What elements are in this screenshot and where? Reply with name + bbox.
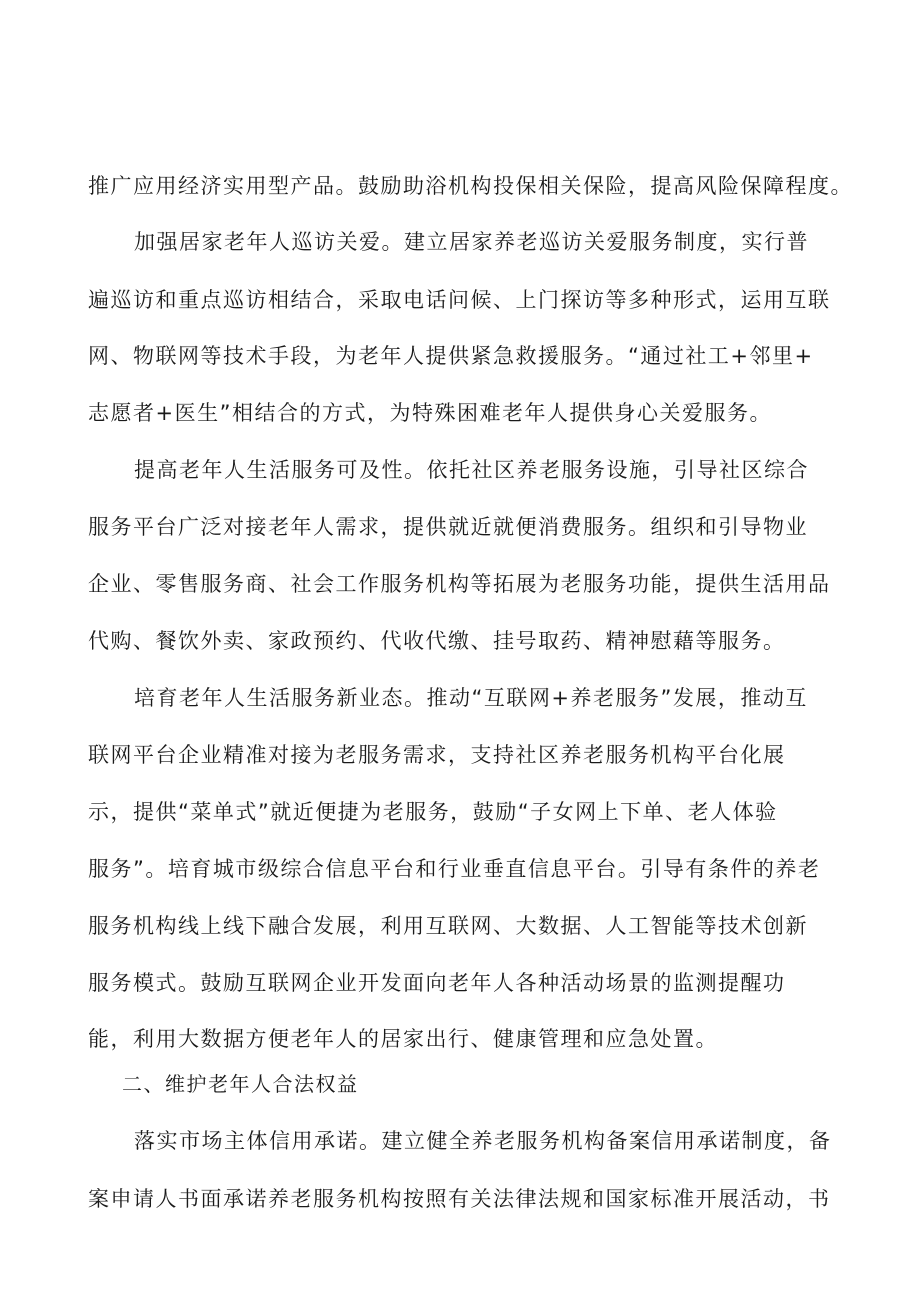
text-line: 网、物联网等技术手段，为老年人提供紧急救援服务。“通过社工+邻里+ (88, 344, 814, 368)
text-line: 服务”。培育城市级综合信息平台和行业垂直信息平台。引导有条件的养老 (88, 857, 821, 881)
text-line: 服务平台广泛对接老年人需求，提供就近就便消费服务。组织和引导物业 (88, 515, 808, 539)
text-line: 服务模式。鼓励互联网企业开发面向老年人各种活动场景的监测提醒功 (88, 971, 786, 995)
text-line: 服务机构线上线下融合发展，利用互联网、大数据、人工智能等技术创新 (88, 914, 808, 938)
text-line: 推广应用经济实用型产品。鼓励助浴机构投保相关保险，提高风险保障程度。 (88, 174, 853, 198)
text-line: 志愿者+医生”相结合的方式，为特殊困难老年人提供身心关爱服务。 (88, 401, 772, 425)
paragraph-first-line: 培育老年人生活服务新业态。推动“互联网+养老服务”发展，推动互 (134, 686, 808, 710)
paragraph-first-line: 提高老年人生活服务可及性。依托社区养老服务设施，引导社区综合 (134, 458, 809, 482)
text-line: 能，利用大数据方便老年人的居家出行、健康管理和应急处置。 (88, 1027, 718, 1051)
paragraph-first-line: 落实市场主体信用承诺。建立健全养老服务机构备案信用承诺制度，备 (134, 1129, 832, 1153)
section-heading: 二、维护老年人合法权益 (122, 1072, 359, 1096)
text-line: 联网平台企业精准对接为老服务需求，支持社区养老服务机构平台化展 (88, 743, 786, 767)
text-line: 企业、零售服务商、社会工作服务机构等拓展为老服务功能，提供生活用品 (88, 572, 831, 596)
text-line: 代购、餐饮外卖、家政预约、代收代缴、挂号取药、精神慰藉等服务。 (88, 629, 786, 653)
text-line: 示，提供“菜单式”就近便捷为老服务，鼓励“子女网上下单、老人体验 (88, 800, 778, 824)
text-line: 遍巡访和重点巡访相结合，采取电话问候、上门探访等多种形式，运用互联 (88, 288, 831, 312)
paragraph-first-line: 加强居家老年人巡访关爱。建立居家养老巡访关爱服务制度，实行普 (134, 230, 809, 254)
text-line: 案申请人书面承诺养老服务机构按照有关法律法规和国家标准开展活动，书 (88, 1187, 831, 1211)
